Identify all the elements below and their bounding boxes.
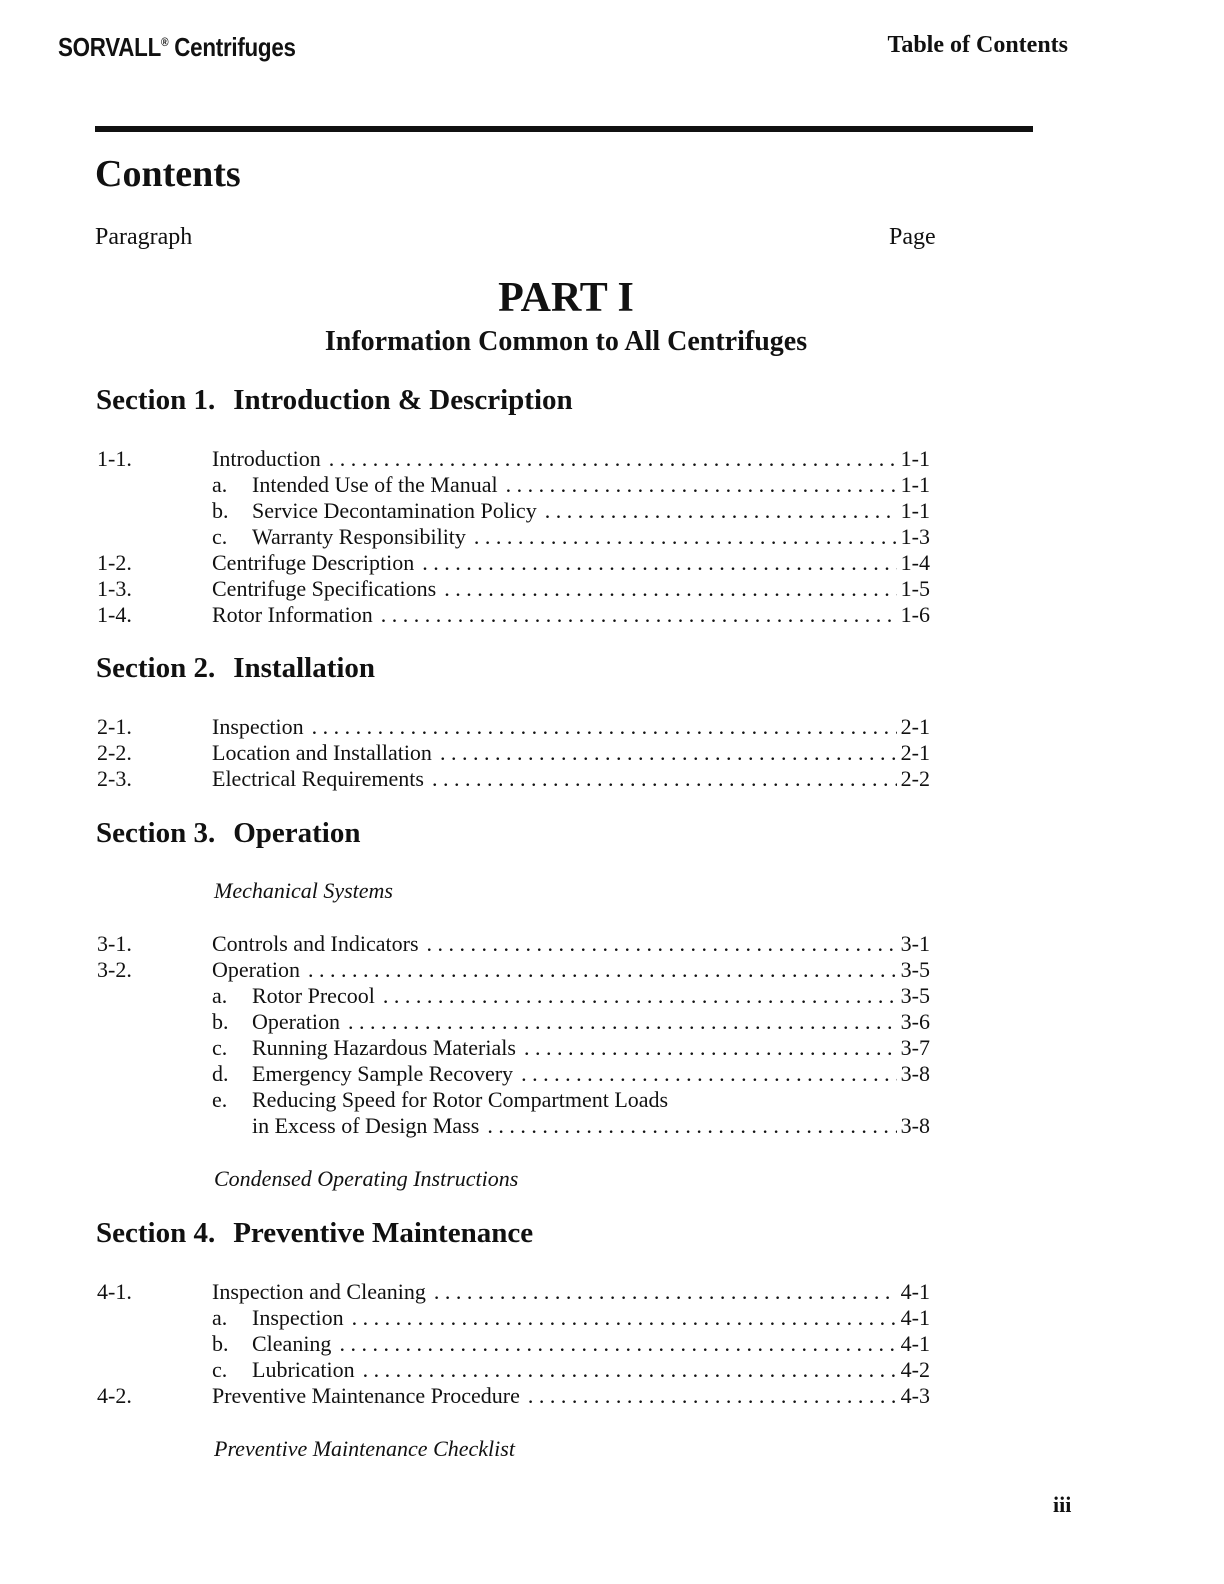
dot-leader [383, 983, 897, 1009]
toc-entry[interactable] [97, 931, 930, 957]
paragraph-number: 2-2. [97, 740, 132, 765]
part-title: PART I [498, 275, 634, 321]
section-heading [96, 817, 361, 850]
dot-leader [440, 740, 897, 766]
brand-suffix: Centrifuges [174, 32, 296, 62]
dot-leader [312, 714, 897, 740]
entry-page: 1-6 [900, 602, 930, 627]
entry-title: Centrifuge Specifications [212, 576, 437, 601]
dot-leader [444, 576, 896, 602]
toc-entry[interactable] [97, 1035, 930, 1061]
dot-leader [524, 1035, 897, 1061]
entry-title: Inspection and Cleaning [212, 1279, 426, 1304]
toc-entry[interactable] [97, 524, 930, 550]
paragraph-number: 3-2. [97, 957, 132, 982]
paragraph-number: 4-2. [97, 1383, 132, 1408]
entry-title: Electrical Requirements [212, 766, 424, 791]
entry-page: 4-3 [900, 1383, 930, 1408]
entry-title: Inspection [212, 714, 304, 739]
section-title: Operation [233, 817, 361, 849]
entry-title: Centrifuge Description [212, 550, 415, 575]
entry-letter: e. [212, 1087, 228, 1112]
registered-mark: ® [160, 35, 169, 49]
entry-page: 2-2 [900, 766, 930, 791]
entry-letter: c. [212, 1035, 228, 1060]
dot-leader [474, 524, 897, 550]
entry-title: Running Hazardous Materials [252, 1035, 516, 1060]
entry-page: 4-2 [900, 1357, 930, 1382]
entry-title: Operation [212, 957, 300, 982]
entry-page: 3-8 [900, 1061, 930, 1086]
entry-title: Service Decontamination Policy [252, 498, 537, 523]
entry-page: 4-1 [900, 1305, 930, 1330]
entry-title: Intended Use of the Manual [252, 472, 498, 497]
dot-leader [432, 766, 897, 792]
page-title: Contents [95, 153, 241, 195]
paragraph-number: 1-4. [97, 602, 132, 627]
entry-letter: d. [212, 1061, 229, 1086]
header-rule [95, 126, 1033, 132]
paragraph-number: 1-3. [97, 576, 132, 601]
entry-title-continued: in Excess of Design Mass [252, 1113, 480, 1138]
toc-entry[interactable] [97, 1279, 930, 1305]
entry-title: Preventive Maintenance Procedure [212, 1383, 520, 1408]
dot-leader [348, 1009, 897, 1035]
section-title: Installation [233, 652, 376, 684]
entry-title: Inspection [252, 1305, 344, 1330]
paragraph-number: 2-3. [97, 766, 132, 791]
paragraph-number: 4-1. [97, 1279, 132, 1304]
dot-leader [308, 957, 897, 983]
entry-page: 1-1 [900, 472, 930, 497]
toc-entry[interactable] [97, 957, 930, 983]
brand-name: SORVALL [58, 32, 161, 62]
entry-page: 3-5 [900, 983, 930, 1008]
entry-letter: a. [212, 1305, 228, 1330]
section-label: Section 1. [96, 384, 216, 416]
entry-title: Emergency Sample Recovery [252, 1061, 514, 1086]
toc-entry[interactable] [97, 1061, 930, 1087]
part-subtitle: Information Common to All Centrifuges [324, 326, 808, 357]
section-label: Section 4. [96, 1217, 216, 1249]
paragraph-number: 2-1. [97, 714, 132, 739]
dot-leader [506, 472, 897, 498]
entry-title: Operation [252, 1009, 340, 1034]
toc-entry[interactable] [97, 1087, 930, 1113]
toc-entry[interactable] [97, 983, 930, 1009]
entry-page: 1-5 [900, 576, 930, 601]
section-heading [96, 1217, 533, 1250]
subsection-heading: Mechanical Systems [214, 878, 393, 903]
toc-entry[interactable] [97, 1009, 930, 1035]
entry-title: Rotor Information [212, 602, 373, 627]
section-label: Section 3. [96, 817, 216, 849]
entry-page: 3-1 [900, 931, 930, 956]
dot-leader [545, 498, 897, 524]
entry-page: 1-3 [900, 524, 930, 549]
entry-title: Introduction [212, 446, 321, 471]
dot-leader [422, 550, 896, 576]
entry-title: Location and Installation [212, 740, 432, 765]
entry-page: 2-1 [900, 740, 930, 765]
running-header-section: Table of Contents [887, 32, 1068, 58]
section-heading [96, 652, 375, 685]
entry-title: Controls and Indicators [212, 931, 419, 956]
entry-page: 4-1 [900, 1331, 930, 1356]
dot-leader [352, 1305, 897, 1331]
entry-page: 3-7 [900, 1035, 930, 1060]
entry-page: 1-1 [900, 446, 930, 471]
entry-page: 2-1 [900, 714, 930, 739]
dot-leader [381, 602, 897, 628]
column-head-page: Page [889, 224, 936, 250]
paragraph-number: 1-1. [97, 446, 132, 471]
paragraph-number: 1-2. [97, 550, 132, 575]
entry-title: Reducing Speed for Rotor Compartment Loads [252, 1087, 669, 1112]
toc-entry[interactable] [97, 714, 930, 740]
toc-entry[interactable] [97, 576, 930, 602]
page-number: iii [1053, 1492, 1072, 1517]
subsection-heading: Preventive Maintenance Checklist [214, 1436, 515, 1461]
toc-entry[interactable] [97, 498, 930, 524]
toc-entry[interactable] [97, 1305, 930, 1331]
paragraph-number: 3-1. [97, 931, 132, 956]
toc-entry[interactable] [97, 446, 930, 472]
entry-page: 3-5 [900, 957, 930, 982]
toc-entry[interactable] [97, 602, 930, 628]
toc-entry[interactable] [97, 550, 930, 576]
toc-entry[interactable] [97, 1331, 930, 1357]
toc-entry-continuation[interactable] [97, 1113, 930, 1139]
toc-entry[interactable] [97, 1357, 930, 1383]
dot-leader [339, 1331, 896, 1357]
toc-entry[interactable] [97, 472, 930, 498]
entry-letter: b. [212, 1331, 229, 1356]
entry-letter: b. [212, 1009, 229, 1034]
entry-letter: c. [212, 1357, 228, 1382]
column-head-paragraph: Paragraph [95, 224, 193, 250]
entry-letter: a. [212, 983, 228, 1008]
entry-page: 4-1 [900, 1279, 930, 1304]
toc-entry[interactable] [97, 1383, 930, 1409]
entry-title: Lubrication [252, 1357, 355, 1382]
dot-leader [487, 1113, 896, 1139]
entry-title: Rotor Precool [252, 983, 375, 1008]
entry-letter: c. [212, 524, 228, 549]
section-title: Preventive Maintenance [233, 1217, 534, 1249]
entry-letter: b. [212, 498, 229, 523]
dot-leader [434, 1279, 897, 1305]
toc-entry[interactable] [97, 766, 930, 792]
dot-leader [521, 1061, 897, 1087]
entry-page: 1-4 [900, 550, 930, 575]
section-title: Introduction & Description [233, 384, 573, 416]
entry-page: 1-1 [900, 498, 930, 523]
entry-title: Warranty Responsibility [252, 524, 466, 549]
running-header-brand [58, 32, 296, 63]
section-label: Section 2. [96, 652, 216, 684]
entry-page: 3-6 [900, 1009, 930, 1034]
entry-page: 3-8 [900, 1113, 930, 1138]
subsection-heading: Condensed Operating Instructions [214, 1166, 519, 1191]
section-heading [96, 384, 573, 417]
dot-leader [528, 1383, 897, 1409]
dot-leader [329, 446, 897, 472]
entry-letter: a. [212, 472, 228, 497]
entry-title: Cleaning [252, 1331, 332, 1356]
dot-leader [363, 1357, 897, 1383]
dot-leader [427, 931, 897, 957]
toc-entry[interactable] [97, 740, 930, 766]
